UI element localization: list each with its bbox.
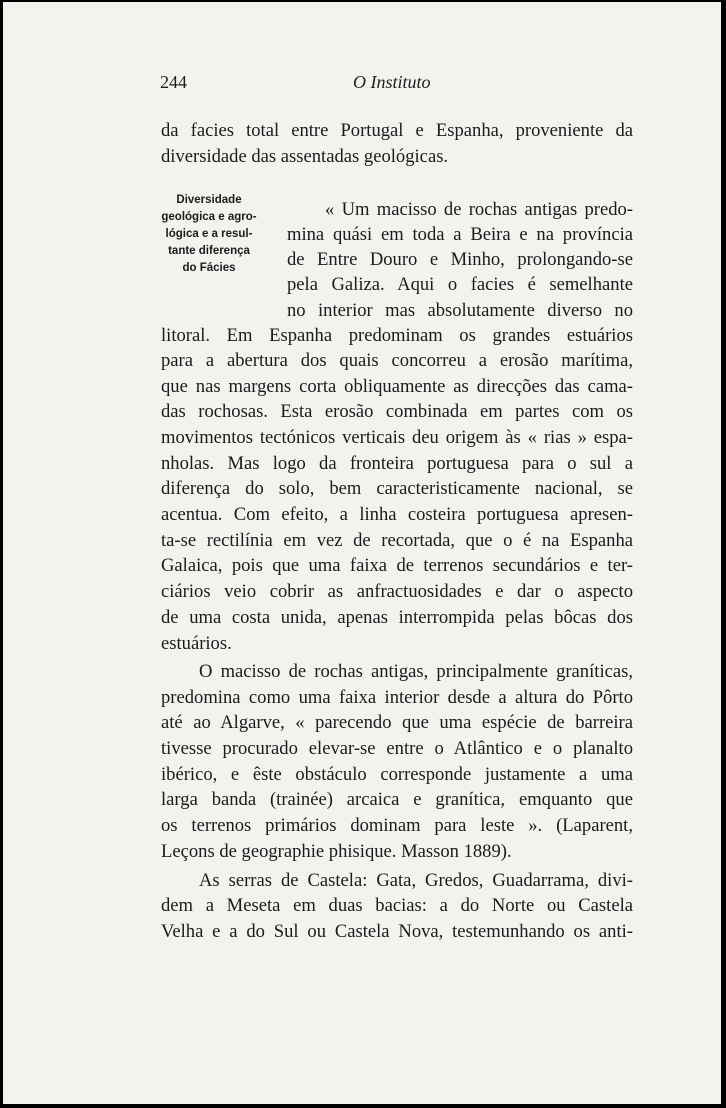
body-text-line: « Um macisso de rochas antigas predo-: [325, 199, 633, 220]
body-text-line: diferença do solo, bem caracteristicamente nacional, se: [161, 478, 633, 499]
running-title: O Instituto: [353, 72, 431, 92]
body-text-line: até ao Algarve, « parecendo que uma espécie de barreira: [161, 712, 633, 733]
body-text-line: nholas. Mas logo da fronteira portuguesa para o sul a: [161, 453, 633, 474]
marginal-note-line: lógica e a resul-: [165, 228, 253, 240]
marginal-note-line: tante diferença: [168, 245, 250, 257]
body-text-line: mina quási em toda a Beira e na província: [287, 224, 633, 245]
body-text-line: As serras de Castela: Gata, Gredos, Guadarrama, divi-: [199, 870, 633, 891]
marginal-note: [151, 192, 267, 277]
body-text-line: dem a Meseta em duas bacias: a do Norte ou Castela: [161, 895, 633, 916]
body-text-line: movimentos tectónicos verticais deu origem às « rias » espa-: [161, 427, 633, 448]
body-text-line: litoral. Em Espanha predominam os grandes estuários: [161, 325, 633, 346]
body-text-line: Galaica, pois que uma faixa de terrenos secundários e ter-: [161, 555, 633, 576]
body-text-line: de uma costa unida, apenas interrompida pelas bôcas dos: [161, 607, 633, 628]
body-text-line: ciários veio cobrir as anfractuosidades e dar o aspecto: [161, 581, 633, 602]
marginal-note-line: do Fácies: [182, 262, 236, 274]
body-text-line: das rochosas. Esta erosão combinada em partes com os: [161, 401, 633, 422]
body-text-line: pela Galiza. Aqui o facies é semelhante: [287, 274, 633, 295]
body-text-line: estuários.: [161, 633, 232, 654]
page-header: [3, 72, 721, 98]
body-text-line: O macisso de rochas antigas, principalmente graníticas,: [199, 661, 633, 682]
marginal-note-line: geológica e agro-: [161, 211, 257, 223]
body-text-line: ta-se rectilínia em vez de recortada, que o é na Espanha: [161, 530, 633, 551]
body-text-line: Leçons de geographie phisique. Masson 1889).: [161, 841, 512, 862]
marginal-note-line: Diversidade: [176, 194, 242, 206]
body-text-line: acentua. Com efeito, a linha costeira portuguesa apresen-: [161, 504, 633, 525]
body-text-line: larga banda (trainée) arcaica e granítica, emquanto que: [161, 789, 633, 810]
body-text-line: para a abertura dos quais concorreu a erosão marítima,: [161, 350, 633, 371]
body-text-line: os terrenos primários dominam para leste ». (Laparent,: [161, 815, 633, 836]
page-number: 244: [160, 72, 187, 92]
book-page: [3, 2, 721, 1104]
body-text-line: da facies total entre Portugal e Espanha, proveniente da: [161, 120, 633, 141]
body-text-line: diversidade das assentadas geológicas.: [161, 146, 449, 167]
body-text-line: tivesse procurado elevar-se entre o Atlântico e o planalto: [161, 738, 633, 759]
body-text-line: de Entre Douro e Minho, prolongando-se: [287, 249, 633, 270]
body-text-line: no interior mas absolutamente diverso no: [287, 300, 633, 321]
body-text-line: predomina como uma faixa interior desde a altura do Pôrto: [161, 687, 633, 708]
body-text-line: Velha e a do Sul ou Castela Nova, testemunhando os anti-: [161, 921, 633, 942]
body-text-line: que nas margens corta obliquamente as direcções das cama-: [161, 376, 633, 397]
body-text-line: ibérico, e êste obstáculo corresponde justamente a uma: [161, 764, 633, 785]
